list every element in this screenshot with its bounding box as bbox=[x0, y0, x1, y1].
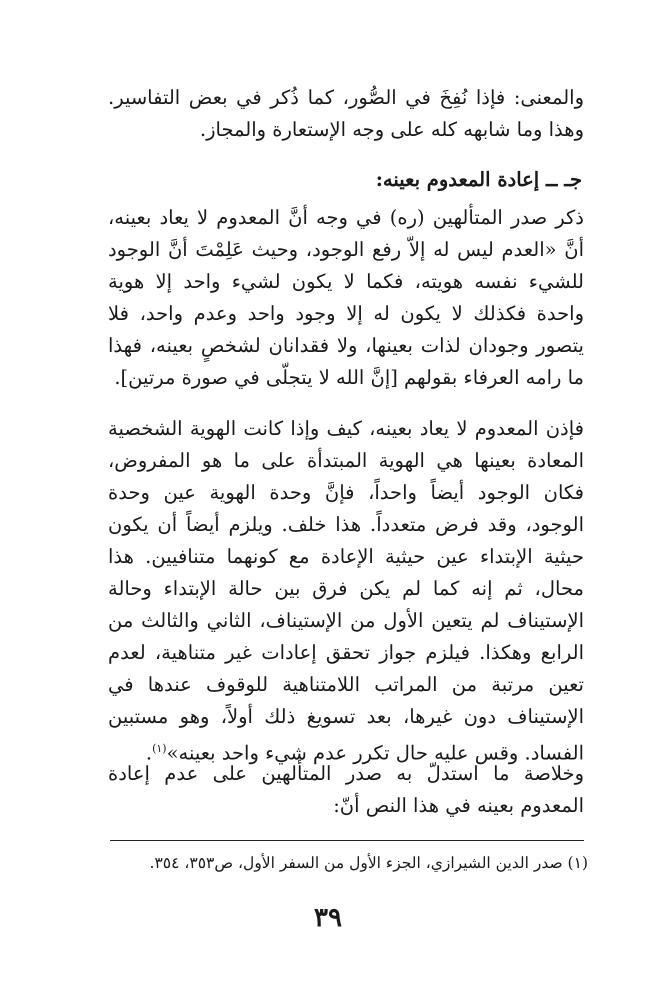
paragraph-meaning: والمعنى: فإذا نُفِخَ في الصُّور، كما ذُكر في بعض التفاسير. وهذا وما شابهه كله على وجه الإستعارة والمجاز. bbox=[108, 86, 584, 141]
paragraph-quote-continued: فإذن المعدوم لا يعاد بعينه، كيف وإذا كانت الهوية الشخصية المعادة بعينها هي الهوية المبتدأة على ما هو المفروض، فكان الوجود أيضاً واحداً، فإنَّ وحدة الهوية عين وحدة الوجود، وقد فرض متعدداً. هذا خلف. ويلزم أيضاً أن يكون حيثية الإبتداء عين حيثية الإعادة مع كونهما متنافيين. هذا محال، ثم إنه كما لم يكن فرق بين حالة الإبتداء وحالة الإستيناف لم يتعين الأول من الإستيناف، الثاني والثالث من الرابع وهكذا. فيلزم جواز تحقق إعادات غير متناهية، لعدم تعين مرتبة من المراتب اللامتناهية للوقوف عندها في الإستيناف دون غيرها، بعد تسويغ ذلك أولاً، وهو مستبين الفساد. وقس عليه حال تكرر عدم شيء واحد بعينه»$^{(١)}$. bbox=[108, 417, 584, 765]
paragraph-summary: وخلاصة ما استدلّ به صدر المتألهين على عدم إعادة المعدوم بعينه في هذا النص أنّ: bbox=[108, 762, 584, 817]
footnote-divider bbox=[110, 840, 584, 841]
footnote-reference: (١) bbox=[152, 742, 167, 755]
section-heading: جـ ــ إعادة المعدوم بعينه: bbox=[375, 168, 582, 191]
page-number: ٣٩ bbox=[314, 903, 342, 933]
paragraph-quote-start: ذكر صدر المتألهين (ره) في وجه أنَّ المعدوم لا يعاد بعينه، أنَّ «العدم ليس له إلاّ رفع الوجود، وحيث عَلِمْتَ أنَّ الوجود للشيء نفسه هويته، فكما لا يكون لشيء واحد إلا هوية واحدة فكذلك لا يكون له إلا وجود واحد وعدم واحد، فلا يتصور وجودان لذات بعينها، ولا فقدانان لشخصٍ بعينه، فهذا ما رامه العرفاء بقولهم [إنَّ الله لا يتجلّى في صورة مرتين]. bbox=[108, 206, 584, 389]
paragraph-quote-text: فإذن المعدوم لا يعاد بعينه، كيف وإذا كانت الهوية الشخصية المعادة بعينها هي الهوية المبتدأة على ما هو المفروض، فكان الوجود أيضاً واحداً، فإنَّ وحدة الهوية عين وحدة الوجود، وقد فرض متعدداً. هذا خلف. ويلزم أيضاً أن يكون حيثية الإبتداء عين حيثية الإعادة مع كونهما متنافيين. هذا محال، ثم إنه كما لم يكن فرق بين حالة الإبتداء وحالة الإستيناف لم يتعين الأول من الإستيناف، الثاني والثالث من الرابع وهكذا. فيلزم جواز تحقق إعادات غير متناهية، لعدم تعين مرتبة من المراتب اللامتناهية للوقوف عندها في الإستيناف دون غيرها، بعد تسويغ ذلك أولاً، وهو مستبين الفساد. وقس عليه حال تكرر عدم شيء واحد بعينه» bbox=[108, 417, 584, 765]
footnote: (١) صدر الدين الشيرازي، الجزء الأول من السفر الأول، ص٣٥٣، ٣٥٤. bbox=[149, 854, 588, 872]
